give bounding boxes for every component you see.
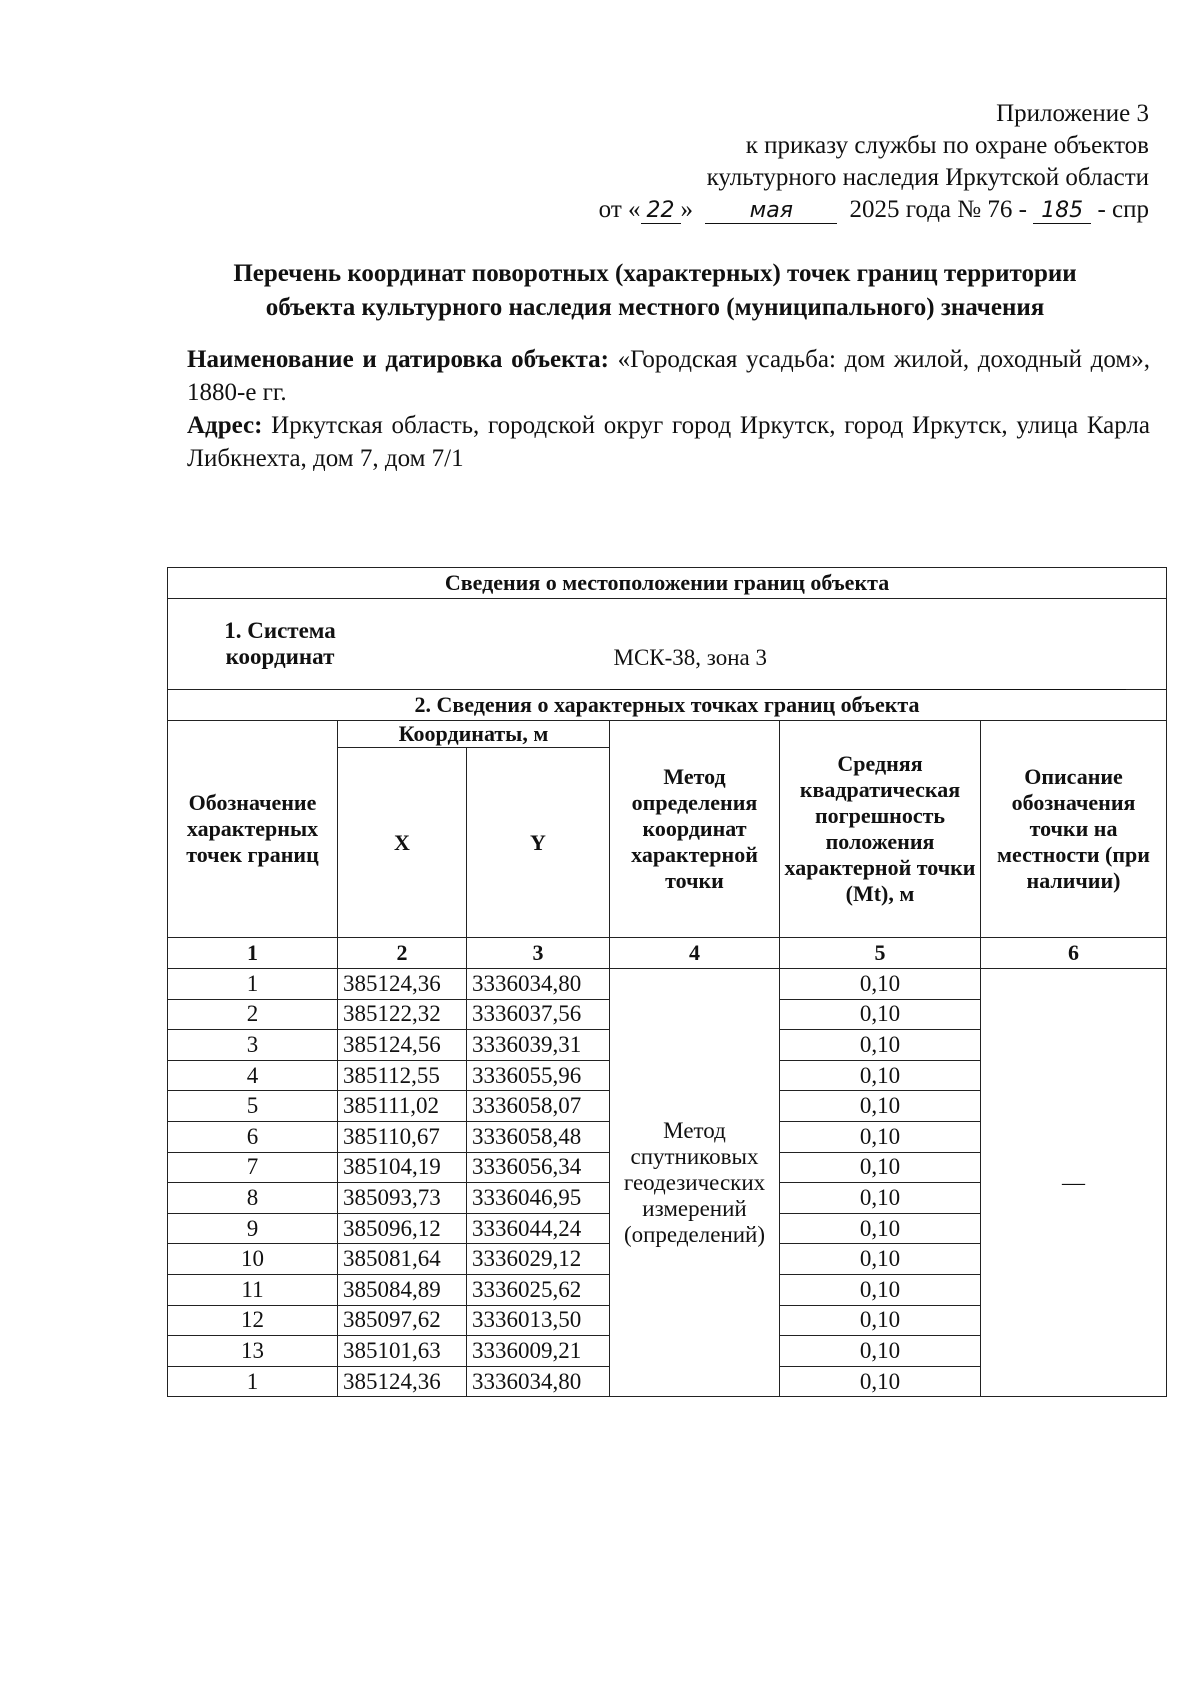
col-num-6: 6 (981, 938, 1167, 969)
header-x: X (338, 748, 467, 938)
cell-mt: 0,10 (780, 969, 981, 1000)
date-close: » (680, 196, 694, 223)
cell-point: 4 (168, 1060, 338, 1091)
cell-y: 3336058,07 (467, 1091, 610, 1122)
cell-point: 11 (168, 1274, 338, 1305)
annex-number: Приложение 3 (996, 100, 1149, 127)
section-1-title: Сведения о местоположении границ объекта (168, 568, 1167, 599)
cell-x: 385093,73 (338, 1183, 467, 1214)
cell-method: Метод спутниковых геодезических измерений (определений) (610, 969, 780, 1397)
cell-y: 3336025,62 (467, 1274, 610, 1305)
cell-mt: 0,10 (780, 1366, 981, 1397)
cell-point: 9 (168, 1213, 338, 1244)
cell-point: 1 (168, 969, 338, 1000)
cell-y: 3336056,34 (467, 1152, 610, 1183)
header-point: Обозначение характерных точек границ (168, 721, 338, 938)
header-error: Средняя квадратическая погрешность положения характерной точки (Mt), м (780, 721, 981, 938)
header-y: Y (467, 748, 610, 938)
cell-y: 3336037,56 (467, 999, 610, 1030)
order-date-line (599, 194, 1149, 226)
cell-point: 2 (168, 999, 338, 1030)
cell-y: 3336044,24 (467, 1213, 610, 1244)
coord-system-value (610, 599, 1167, 690)
cell-x: 385112,55 (338, 1060, 467, 1091)
cell-point: 10 (168, 1244, 338, 1275)
cell-mt: 0,10 (780, 1121, 981, 1152)
cell-x: 385084,89 (338, 1274, 467, 1305)
cell-x: 385081,64 (338, 1244, 467, 1275)
handwritten-day: 22 (641, 199, 681, 224)
coord-system-value-text: МСК-38, зона 3 (613, 645, 768, 670)
col-num-1: 1 (168, 938, 338, 969)
cell-x: 385124,56 (338, 1030, 467, 1061)
annex-header (599, 98, 1149, 226)
title-line-2: объекта культурного наследия местного (муниципального) значения (265, 294, 1045, 321)
cell-mt: 0,10 (780, 999, 981, 1030)
coord-system-label-text: 1. Система координат (224, 618, 336, 669)
cell-description: — (981, 969, 1167, 1397)
table-row (168, 969, 1167, 1000)
cell-y: 3336058,48 (467, 1121, 610, 1152)
cell-x: 385097,62 (338, 1305, 467, 1336)
cell-point: 12 (168, 1305, 338, 1336)
cell-mt: 0,10 (780, 1305, 981, 1336)
annex-order-ref: к приказу службы по охране объектов (745, 132, 1149, 159)
cell-y: 3336013,50 (467, 1305, 610, 1336)
cell-mt: 0,10 (780, 1213, 981, 1244)
address-label: Адрес: (187, 412, 263, 439)
cell-y: 3336055,96 (467, 1060, 610, 1091)
title-line-1: Перечень координат поворотных (характерных) точек границ территории (233, 260, 1077, 287)
cell-point: 7 (168, 1152, 338, 1183)
handwritten-month: мая (705, 199, 837, 224)
col-num-4: 4 (610, 938, 780, 969)
cell-y: 3336039,31 (467, 1030, 610, 1061)
cell-x: 385110,67 (338, 1121, 467, 1152)
cell-x: 385111,02 (338, 1091, 467, 1122)
cell-y: 3336034,80 (467, 1366, 610, 1397)
object-name (187, 343, 1150, 409)
cell-x: 385096,12 (338, 1213, 467, 1244)
document-title (160, 257, 1150, 325)
cell-x: 385101,63 (338, 1336, 467, 1367)
date-prefix: от « (598, 196, 641, 223)
cell-y: 3336009,21 (467, 1336, 610, 1367)
order-year-text: 2025 года № 76 - (849, 196, 1027, 223)
col-num-3: 3 (467, 938, 610, 969)
coord-system-underline (610, 689, 1127, 690)
coordinates-table (167, 567, 1167, 1397)
col-num-5: 5 (780, 938, 981, 969)
cell-point: 13 (168, 1336, 338, 1367)
cell-x: 385104,19 (338, 1152, 467, 1183)
header-description: Описание обозначения точки на местности (при наличии) (981, 721, 1167, 938)
object-name-label: Наименование и датировка объекта: (187, 346, 609, 373)
object-info (187, 343, 1150, 475)
cell-point: 6 (168, 1121, 338, 1152)
cell-y: 3336046,95 (467, 1183, 610, 1214)
cell-x: 385124,36 (338, 1366, 467, 1397)
object-address (187, 409, 1150, 475)
cell-mt: 0,10 (780, 1060, 981, 1091)
cell-x: 385122,32 (338, 999, 467, 1030)
cell-mt: 0,10 (780, 1030, 981, 1061)
col-num-2: 2 (338, 938, 467, 969)
cell-mt: 0,10 (780, 1183, 981, 1214)
cell-point: 8 (168, 1183, 338, 1214)
cell-y: 3336029,12 (467, 1244, 610, 1275)
cell-mt: 0,10 (780, 1091, 981, 1122)
header-method: Метод определения координат характерной точки (610, 721, 780, 938)
handwritten-order-number: 185 (1033, 199, 1091, 224)
cell-point: 1 (168, 1366, 338, 1397)
object-name-value: «Городская усадьба: дом жилой, доходный дом», 1880-е гг. (187, 346, 1150, 406)
annex-authority: культурного наследия Иркутской области (706, 164, 1149, 191)
address-value: Иркутская область, городской округ город Иркутск, город Иркутск, улица Карла Либкнехта, дом 7, дом 7/1 (187, 412, 1150, 472)
cell-mt: 0,10 (780, 1244, 981, 1275)
cell-point: 3 (168, 1030, 338, 1061)
cell-mt: 0,10 (780, 1274, 981, 1305)
header-coords: Координаты, м (338, 721, 610, 748)
cell-mt: 0,10 (780, 1336, 981, 1367)
order-suffix: - спр (1097, 196, 1149, 223)
cell-mt: 0,10 (780, 1152, 981, 1183)
cell-x: 385124,36 (338, 969, 467, 1000)
cell-point: 5 (168, 1091, 338, 1122)
coord-system-label (168, 599, 610, 690)
cell-y: 3336034,80 (467, 969, 610, 1000)
section-2-title: 2. Сведения о характерных точках границ объекта (168, 690, 1167, 721)
